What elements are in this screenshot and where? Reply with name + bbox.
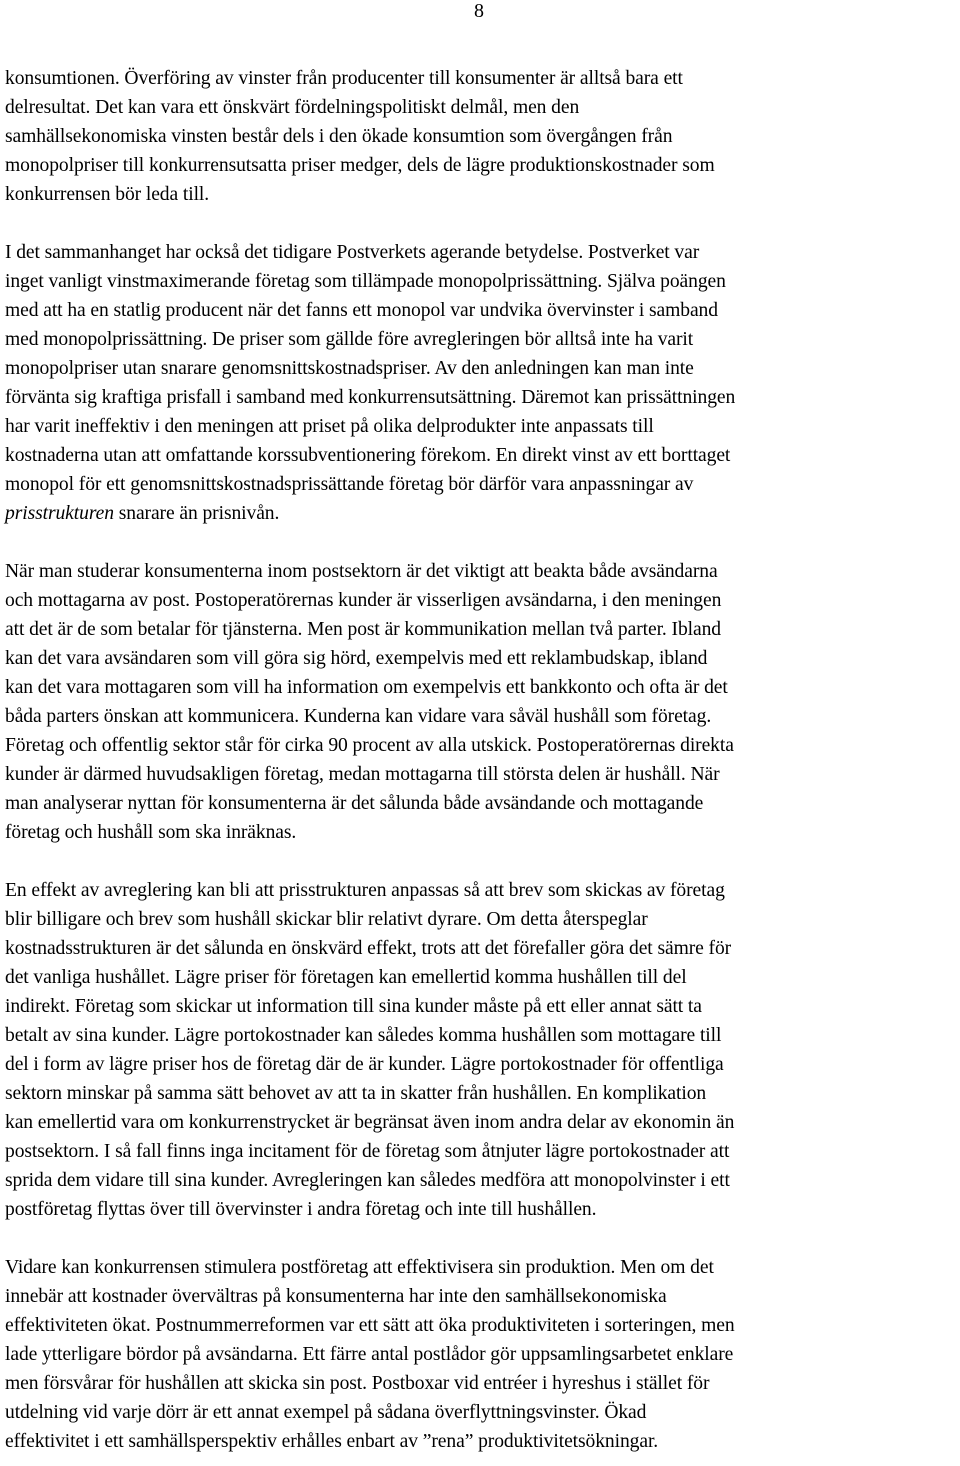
text-line: del i form av lägre priser hos de företag där de är kunder. Lägre portokostnader för offentliga [5,1054,724,1075]
text-line: När man studerar konsumenterna inom postsektorn är det viktigt att beakta både avsändarna [5,561,718,582]
text-line [5,499,957,528]
text-line: företag och hushåll som ska inräknas. [5,822,297,843]
text-line: konkurrensen bör leda till. [5,184,210,205]
text-line: sektorn minskar på samma sätt behovet av att ta in skatter från hushållen. En komplikation [5,1083,707,1104]
text-line: inget vanligt vinstmaximerande företag som tillämpade monopolprissättning. Själva poängen [5,271,726,292]
text-line: båda parters önskan att kommunicera. Kunderna kan vidare vara såväl hushåll som företag. [5,706,712,727]
emphasized-term: prisstrukturen [5,503,114,524]
text-line: kostnaderna utan att omfattande korssubventionering förekom. En direkt vinst av ett borttaget [5,445,731,466]
text-line: med monopolprissättning. De priser som gällde före avregleringen bör alltså inte ha varit [5,329,694,350]
text-line: lade ytterligare bördor på avsändarna. Ett färre antal postlådor gör uppsamlingsarbetet enklare [5,1344,734,1365]
text-line: förvänta sig kraftiga prisfall i samband med konkurrensutsättning. Däremot kan prissättningen [5,387,736,408]
paragraph-2 [5,238,957,528]
text-line: delresultat. Det kan vara ett önskvärt fördelningspolitiskt delmål, men den [5,97,580,118]
text-line: I det sammanhanget har också det tidigare Postverkets agerande betydelse. Postverket var [5,242,700,263]
text-line: betalt av sina kunder. Lägre portokostnader kan således komma hushållen som mottagare till [5,1025,722,1046]
text-line: effektivitet i ett samhällsperspektiv erhålles enbart av ”rena” produktivitetsökningar. [5,1431,659,1452]
text-line: sprida dem vidare till sina kunder. Avregleringen kan således medföra att monopolvinster i ett [5,1170,730,1191]
text-fragment: snarare än prisnivån. [113,503,280,524]
text-line: monopolpriser till konkurrensutsatta priser medger, dels de lägre produktionskostnader som [5,155,715,176]
paragraph-4 [5,876,957,1224]
text-line: konsumtionen. Överföring av vinster från producenter till konsumenter är alltså bara ett [5,68,683,89]
text-line: postsektorn. I så fall finns inga incitament för de företag som åtnjuter lägre portokostnader att [5,1141,730,1162]
text-line: innebär att kostnader övervältras på konsumenterna har inte den samhällsekonomiska [5,1286,667,1307]
text-line: monopolpriser utan snarare genomsnittskostnadspriser. Av den anledningen kan man inte [5,358,694,379]
text-line: men försvårar för hushållen att skicka sin post. Postboxar vid entréer i hyreshus i stället för [5,1373,710,1394]
text-line: kan det vara mottagaren som vill ha information om exempelvis ett bankkonto och ofta är det [5,677,728,698]
text-line: det vanliga hushållet. Lägre priser för företagen kan emellertid komma hushållen till del [5,967,687,988]
text-line: kostnadsstrukturen är det sålunda en önskvärd effekt, trots att det förefaller göra det sämre för [5,938,732,959]
text-line: kunder är därmed huvudsakligen företag, medan mottagarna till största delen är hushåll. När [5,764,720,785]
paragraph-1 [5,64,957,209]
text-line: Företag och offentlig sektor står för cirka 90 procent av alla utskick. Postoperatörernas direkta [5,735,734,756]
text-line: samhällsekonomiska vinsten består dels i den ökade konsumtion som övergången från [5,126,673,147]
text-line: Vidare kan konkurrensen stimulera postföretag att effektivisera sin produktion. Men om det [5,1257,714,1278]
text-line: blir billigare och brev som hushåll skickar blir relativt dyrare. Om detta återspeglar [5,909,648,930]
text-line: effektiviteten ökat. Postnummerreformen var ett sätt att öka produktiviteten i sorteringen, men [5,1315,735,1336]
page-number: 8 [474,0,484,22]
text-line: man analyserar nyttan för konsumenterna är det sålunda både avsändande och mottagande [5,793,704,814]
paragraph-5 [5,1253,957,1456]
text-line: med att ha en statlig producent när det fanns ett monopol var undvika övervinster i samband [5,300,718,321]
text-line: och mottagarna av post. Postoperatörernas kunder är visserligen avsändarna, i den meningen [5,590,722,611]
text-line: har varit ineffektiv i den meningen att priset på olika delprodukter inte anpassats till [5,416,654,437]
paragraph-3 [5,557,957,847]
text-line: postföretag flyttas över till övervinster i andra företag och inte till hushållen. [5,1199,597,1220]
text-line: kan emellertid vara om konkurrenstrycket är begränsat även inom andra delar av ekonomin än [5,1112,735,1133]
text-line: utdelning vid varje dörr är ett annat exempel på sådana överflyttningsvinster. Ökad [5,1402,647,1423]
document-body [5,64,957,1456]
text-line: indirekt. Företag som skickar ut information till sina kunder måste på ett eller annat sätt ta [5,996,702,1017]
text-line: kan det vara avsändaren som vill göra sig hörd, exempelvis med ett reklambudskap, ibland [5,648,708,669]
text-line: En effekt av avreglering kan bli att prisstrukturen anpassas så att brev som skickas av företag [5,880,725,901]
text-line: att det är de som betalar för tjänsterna. Men post är kommunikation mellan två parter. Ibland [5,619,721,640]
text-line: monopol för ett genomsnittskostnadsprissättande företag bör därför vara anpassningar av [5,474,694,495]
